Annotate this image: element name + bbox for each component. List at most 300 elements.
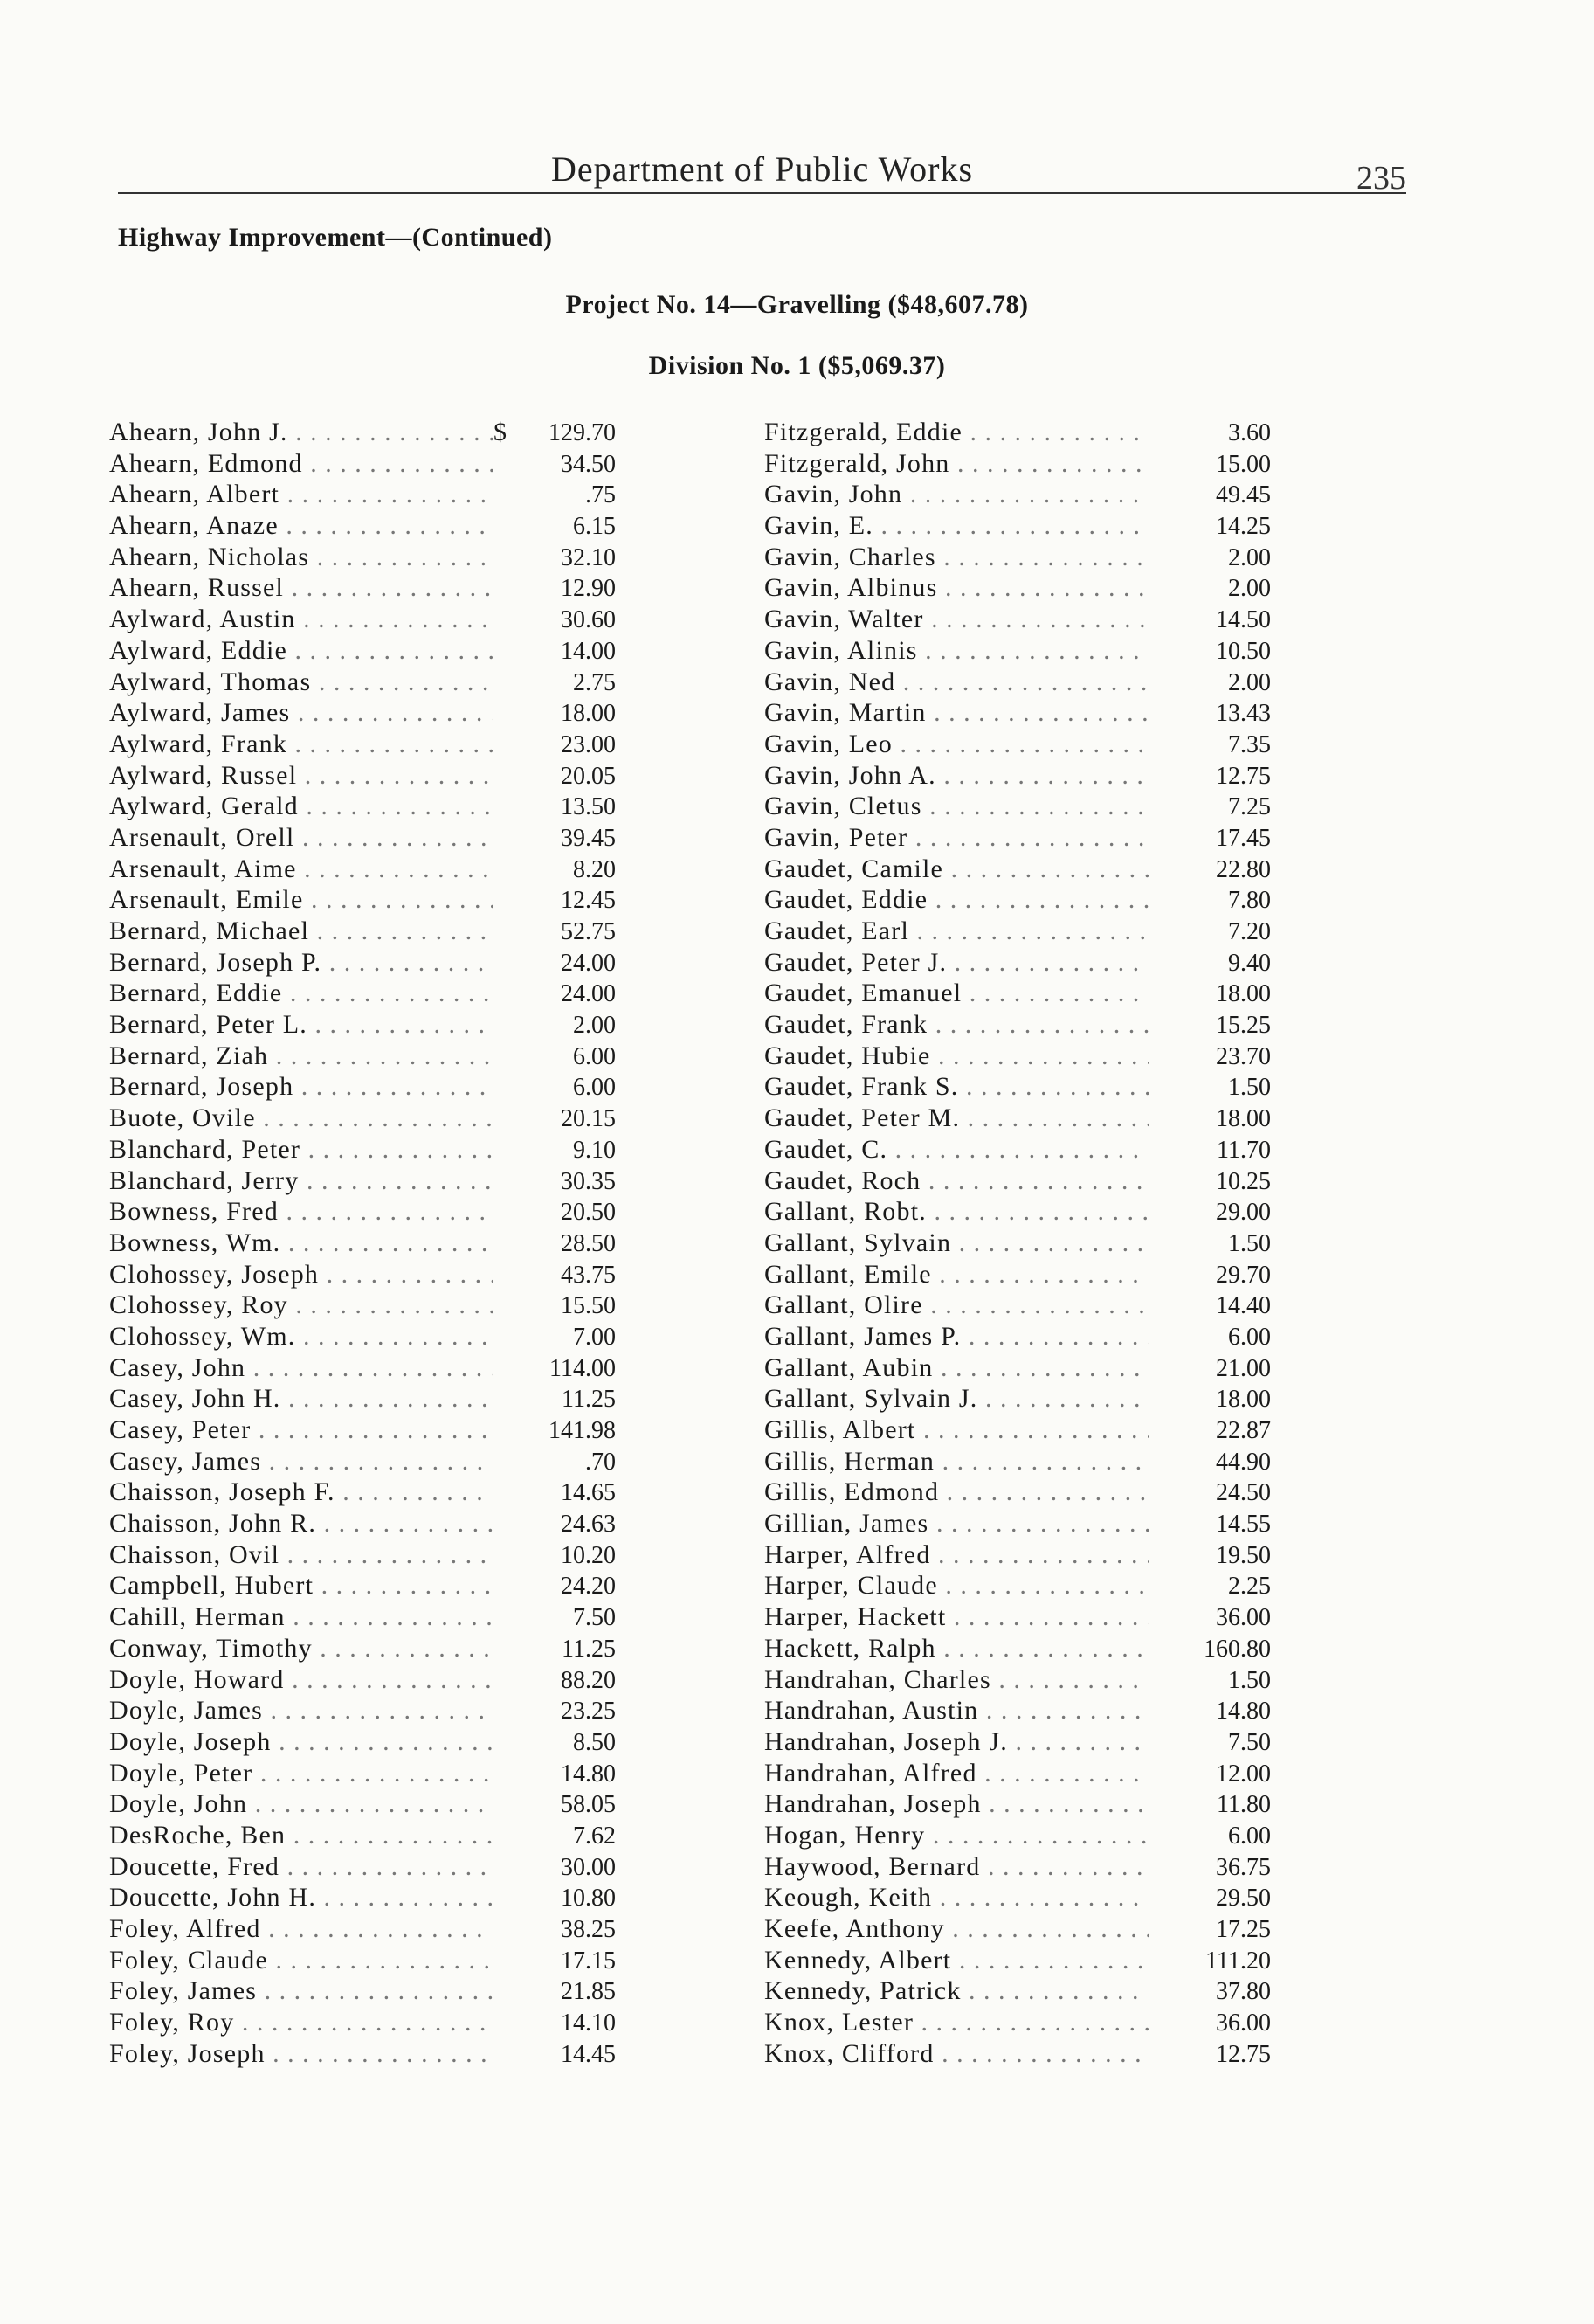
list-item	[764, 1602, 1271, 1634]
payment-amount: 12.75	[1216, 762, 1271, 790]
list-item	[109, 823, 616, 854]
payment-amount: 111.20	[1205, 1947, 1271, 1975]
payment-amount: 8.50	[573, 1728, 616, 1756]
payee-name: Keough, Keith . . .	[764, 1883, 1149, 1912]
payment-amount: 29.70	[1216, 1261, 1271, 1289]
list-item	[109, 1602, 616, 1634]
payee-name: Gallant, Robt. . . .	[764, 1197, 1149, 1227]
payment-amount: 34.50	[561, 450, 616, 478]
payee-name: Harper, Claude . . .	[764, 1571, 1149, 1601]
payee-name: Gillian, James . . .	[764, 1509, 1149, 1539]
payee-name: Bernard, Ziah . . .	[109, 1041, 493, 1071]
payment-amount: 13.50	[561, 793, 616, 821]
left-column-list	[109, 418, 616, 2070]
payment-amount: 39.45	[561, 824, 616, 852]
payment-amount: 3.60	[1228, 419, 1271, 446]
list-item	[109, 698, 616, 730]
list-item	[109, 1322, 616, 1353]
payee-name: Gaudet, Peter M. . . .	[764, 1103, 1149, 1133]
list-item	[764, 948, 1271, 979]
payment-amount: 28.50	[561, 1229, 616, 1257]
list-item	[764, 1789, 1271, 1821]
payee-name: Chaisson, Joseph F. . . .	[109, 1477, 493, 1507]
list-item	[764, 916, 1271, 948]
list-item	[109, 1509, 616, 1540]
payee-name: Casey, Peter . . .	[109, 1415, 493, 1445]
list-item	[764, 1228, 1271, 1260]
payee-name: Ahearn, Nicholas . . .	[109, 543, 493, 572]
list-item	[109, 636, 616, 667]
payment-amount: 58.05	[561, 1791, 616, 1819]
payee-name: Casey, John . . .	[109, 1353, 493, 1383]
payee-name: Gavin, Ned . . .	[764, 667, 1149, 697]
payee-name: Aylward, Frank . . .	[109, 730, 493, 759]
payee-name: Campbell, Hubert . . .	[109, 1571, 493, 1601]
list-item	[764, 885, 1271, 916]
payment-amount: 24.00	[561, 949, 616, 977]
page-title: Department of Public Works	[550, 149, 974, 189]
list-item	[109, 885, 616, 916]
payment-amount: 7.62	[573, 1822, 616, 1850]
payment-amount: 6.15	[573, 513, 616, 541]
list-item	[109, 2039, 616, 2071]
list-item	[109, 1260, 616, 1291]
list-item	[109, 418, 616, 449]
payee-name: Doyle, James . . .	[109, 1696, 493, 1726]
payee-name: Foley, Joseph . . .	[109, 2039, 493, 2069]
payee-name: Handrahan, Joseph J. . . .	[764, 1727, 1149, 1757]
payee-name: Gaudet, Hubie . . .	[764, 1041, 1149, 1071]
payee-name: Gavin, E. . . .	[764, 511, 1149, 541]
payment-amount: 11.25	[562, 1386, 616, 1414]
payment-amount: 12.75	[1216, 2040, 1271, 2068]
payment-amount: 20.05	[561, 762, 616, 790]
payee-name: Kennedy, Patrick . . .	[764, 1976, 1149, 2006]
list-item	[109, 1821, 616, 1852]
list-item	[109, 1010, 616, 1041]
list-item	[764, 823, 1271, 854]
payment-amount: 15.00	[1216, 450, 1271, 478]
payee-name: Bernard, Eddie . . .	[109, 979, 493, 1008]
list-item	[764, 1946, 1271, 1977]
payment-amount: 6.00	[573, 1074, 616, 1102]
payee-name: Gavin, Martin . . .	[764, 698, 1149, 728]
list-item	[764, 1447, 1271, 1478]
list-item	[109, 730, 616, 761]
list-item	[109, 979, 616, 1010]
payment-amount: 17.45	[1216, 824, 1271, 852]
list-item	[764, 1883, 1271, 1914]
payment-amount: 52.75	[561, 918, 616, 945]
list-item	[764, 792, 1271, 823]
list-item	[764, 1103, 1271, 1135]
payee-name: Knox, Lester . . .	[764, 2008, 1149, 2037]
list-item	[109, 948, 616, 979]
payment-amount: 7.00	[573, 1323, 616, 1351]
payee-name: DesRoche, Ben . . .	[109, 1821, 493, 1850]
payment-amount: 2.75	[573, 668, 616, 696]
list-item	[764, 1072, 1271, 1103]
list-item	[109, 1290, 616, 1322]
payment-amount: 30.00	[561, 1853, 616, 1881]
list-item	[764, 979, 1271, 1010]
payee-name: Handrahan, Alfred . . .	[764, 1759, 1149, 1788]
list-item	[109, 1353, 616, 1385]
list-item	[764, 1509, 1271, 1540]
payment-amount: 24.63	[561, 1511, 616, 1539]
payee-name: Harper, Hackett . . .	[764, 1602, 1149, 1632]
payment-amount: 14.10	[561, 2009, 616, 2037]
payment-amount: 44.90	[1216, 1448, 1271, 1476]
list-item	[764, 730, 1271, 761]
payment-amount: 2.25	[1228, 1573, 1271, 1601]
payment-amount: 12.90	[561, 575, 616, 603]
list-item	[764, 1322, 1271, 1353]
payment-amount: 38.25	[561, 1916, 616, 1943]
payment-amount: 43.75	[561, 1261, 616, 1289]
payment-amount: 10.20	[561, 1541, 616, 1569]
list-item	[764, 1353, 1271, 1385]
payment-amount: 6.00	[573, 1042, 616, 1070]
payee-name: Gaudet, Frank S. . . .	[764, 1072, 1149, 1102]
list-item	[109, 1041, 616, 1073]
payment-amount: 88.20	[561, 1666, 616, 1694]
payee-name: Foley, Alfred . . .	[109, 1914, 493, 1944]
payee-name: Kennedy, Albert . . .	[764, 1946, 1149, 1975]
list-item	[764, 2039, 1271, 2071]
payee-name: Aylward, Eddie . . .	[109, 636, 493, 666]
payee-name: Haywood, Bernard . . .	[764, 1852, 1149, 1882]
payee-name: Foley, Claude . . .	[109, 1946, 493, 1975]
list-item	[109, 480, 616, 511]
payee-name: Doucette, John H. . . .	[109, 1883, 493, 1912]
list-item	[764, 854, 1271, 886]
list-item	[109, 1228, 616, 1260]
payee-name: Gallant, Sylvain J. . . .	[764, 1384, 1149, 1414]
payee-name: Knox, Clifford . . .	[764, 2039, 1149, 2069]
list-item	[764, 1696, 1271, 1727]
list-item	[109, 1072, 616, 1103]
payee-name: Aylward, Russel . . .	[109, 761, 493, 791]
list-item	[764, 1290, 1271, 1322]
list-item	[764, 1727, 1271, 1759]
payment-amount: 21.85	[561, 1978, 616, 2006]
list-item	[764, 1540, 1271, 1572]
payment-amount: 18.00	[1216, 1386, 1271, 1414]
list-item	[109, 1852, 616, 1884]
payee-name: Gavin, Cletus . . .	[764, 792, 1149, 821]
list-item	[109, 1135, 616, 1166]
payment-amount: 14.40	[1216, 1292, 1271, 1320]
payment-amount: 11.25	[562, 1635, 616, 1663]
payee-name: Bowness, Fred . . .	[109, 1197, 493, 1227]
payee-name: Gillis, Edmond . . .	[764, 1477, 1149, 1507]
payee-name: Gavin, Leo . . .	[764, 730, 1149, 759]
payment-amount: 15.50	[561, 1292, 616, 1320]
payment-amount: 11.70	[1217, 1136, 1271, 1164]
list-item	[109, 792, 616, 823]
list-item	[764, 449, 1271, 481]
payment-amount: 7.35	[1228, 730, 1271, 758]
list-item	[109, 605, 616, 636]
payee-name: Gavin, Walter . . .	[764, 605, 1149, 634]
list-item	[764, 1852, 1271, 1884]
payee-name: Gallant, Olire . . .	[764, 1290, 1149, 1320]
list-item	[109, 1914, 616, 1946]
list-item	[109, 1415, 616, 1447]
list-item	[109, 1166, 616, 1198]
list-item	[764, 1260, 1271, 1291]
payment-amount: 22.87	[1216, 1417, 1271, 1444]
payment-amount: 18.00	[1216, 980, 1271, 1008]
list-item	[109, 854, 616, 886]
payee-name: Aylward, Austin . . .	[109, 605, 493, 634]
payee-name: Aylward, Thomas . . .	[109, 667, 493, 697]
payee-name: Hackett, Ralph . . .	[764, 1634, 1149, 1663]
payee-name: Hogan, Henry . . .	[764, 1821, 1149, 1850]
payee-name: Gillis, Albert . . .	[764, 1415, 1149, 1445]
list-item	[109, 543, 616, 574]
payee-name: Ahearn, Russel . . .	[109, 573, 493, 603]
project-heading: Project No. 14—Gravelling ($48,607.78)	[565, 290, 1029, 319]
payment-amount: 36.75	[1216, 1853, 1271, 1881]
payment-amount: 141.98	[549, 1417, 616, 1444]
payment-amount: 14.50	[1216, 606, 1271, 634]
payee-name: Gaudet, Emanuel . . .	[764, 979, 1149, 1008]
payment-amount: 1.50	[1228, 1074, 1271, 1102]
list-item	[764, 1197, 1271, 1228]
list-item	[764, 1135, 1271, 1166]
list-item	[764, 573, 1271, 605]
currency-symbol: $	[493, 418, 507, 446]
payment-amount: 23.25	[561, 1698, 616, 1726]
payee-name: Doyle, John . . .	[109, 1789, 493, 1819]
list-item	[764, 1665, 1271, 1697]
payment-amount: 7.80	[1228, 887, 1271, 915]
payment-amount: 1.50	[1228, 1229, 1271, 1257]
payment-amount: 7.20	[1228, 918, 1271, 945]
payee-name: Foley, Roy . . .	[109, 2008, 493, 2037]
list-item	[109, 1197, 616, 1228]
payment-amount: 8.20	[573, 855, 616, 883]
list-item	[764, 1976, 1271, 2008]
list-item	[764, 605, 1271, 636]
payment-amount: 14.25	[1216, 513, 1271, 541]
payee-name: Gallant, Emile . . .	[764, 1260, 1149, 1290]
payment-amount: 13.43	[1216, 700, 1271, 728]
list-item	[109, 761, 616, 792]
payment-amount: 23.00	[561, 730, 616, 758]
payee-name: Ahearn, Anaze . . .	[109, 511, 493, 541]
payee-name: Aylward, James . . .	[109, 698, 493, 728]
payment-amount: 2.00	[1228, 575, 1271, 603]
list-item	[764, 418, 1271, 449]
list-item	[109, 916, 616, 948]
payee-name: Gaudet, Eddie . . .	[764, 885, 1149, 915]
list-item	[109, 1447, 616, 1478]
payee-name: Bernard, Joseph . . .	[109, 1072, 493, 1102]
payee-name: Ahearn, Edmond . . .	[109, 449, 493, 479]
section-heading: Highway Improvement—(Continued)	[118, 223, 553, 252]
payee-name: Doyle, Joseph . . .	[109, 1727, 493, 1757]
payee-name: Gaudet, Frank . . .	[764, 1010, 1149, 1040]
payment-amount: .70	[585, 1448, 616, 1476]
payee-name: Clohossey, Joseph . . .	[109, 1260, 493, 1290]
payment-amount: 32.10	[561, 543, 616, 571]
payment-amount: 114.00	[549, 1354, 616, 1382]
payee-name: Chaisson, John R. . . .	[109, 1509, 493, 1539]
payment-amount: 7.50	[573, 1604, 616, 1632]
list-item	[109, 1571, 616, 1602]
list-item	[109, 1727, 616, 1759]
payment-amount: 2.00	[1228, 668, 1271, 696]
list-item	[764, 1571, 1271, 1602]
page-number: 235	[1356, 160, 1406, 197]
payee-name: Conway, Timothy . . .	[109, 1634, 493, 1663]
payee-name: Gallant, James P. . . .	[764, 1322, 1149, 1352]
list-item	[764, 511, 1271, 543]
payee-name: Gaudet, Peter J. . . .	[764, 948, 1149, 978]
list-item	[764, 2008, 1271, 2039]
payee-name: Doucette, Fred . . .	[109, 1852, 493, 1882]
list-item	[764, 636, 1271, 667]
payment-amount: 7.25	[1228, 793, 1271, 821]
payment-amount: 7.50	[1228, 1728, 1271, 1756]
payment-amount: 10.80	[561, 1885, 616, 1912]
payment-amount: 29.00	[1216, 1199, 1271, 1227]
payee-name: Handrahan, Charles . . .	[764, 1665, 1149, 1695]
payee-name: Doyle, Howard . . .	[109, 1665, 493, 1695]
payee-name: Aylward, Gerald . . .	[109, 792, 493, 821]
payment-amount: 18.00	[561, 700, 616, 728]
list-item	[109, 1696, 616, 1727]
list-item	[109, 573, 616, 605]
payment-amount: 14.55	[1216, 1511, 1271, 1539]
payee-name: Bernard, Peter L. . . .	[109, 1010, 493, 1040]
payment-amount: 30.35	[561, 1167, 616, 1195]
payment-amount: 9.10	[573, 1136, 616, 1164]
payment-amount: 14.80	[1216, 1698, 1271, 1726]
payment-amount: 29.50	[1216, 1885, 1271, 1912]
payment-amount: 2.00	[1228, 543, 1271, 571]
list-item	[764, 543, 1271, 574]
payee-name: Chaisson, Ovil . . .	[109, 1540, 493, 1570]
payee-name: Casey, James . . .	[109, 1447, 493, 1477]
list-item	[109, 1759, 616, 1790]
list-item	[109, 1665, 616, 1697]
payment-amount: 30.60	[561, 606, 616, 634]
payment-amount: 6.00	[1228, 1323, 1271, 1351]
payee-name: Arsenault, Aime . . .	[109, 854, 493, 884]
list-item	[764, 761, 1271, 792]
payee-name: Gavin, Alinis . . .	[764, 636, 1149, 666]
list-item	[109, 667, 616, 699]
payee-name: Fitzgerald, Eddie . . .	[764, 418, 1149, 447]
division-heading: Division No. 1 ($5,069.37)	[648, 351, 946, 380]
payee-name: Foley, James . . .	[109, 1976, 493, 2006]
payee-name: Gallant, Aubin . . .	[764, 1353, 1149, 1383]
payment-amount: 20.50	[561, 1199, 616, 1227]
payment-amount: 12.45	[561, 887, 616, 915]
payment-amount: 10.50	[1216, 637, 1271, 665]
payment-amount: 36.00	[1216, 1604, 1271, 1632]
list-item	[109, 1946, 616, 1977]
payment-amount: 20.15	[561, 1105, 616, 1133]
payee-name: Gavin, Albinus . . .	[764, 573, 1149, 603]
list-item	[109, 1789, 616, 1821]
payee-name: Doyle, Peter . . .	[109, 1759, 493, 1788]
payee-name: Gavin, Peter . . .	[764, 823, 1149, 853]
payment-amount: 24.50	[1216, 1479, 1271, 1507]
payment-amount: 9.40	[1228, 949, 1271, 977]
payment-amount: 21.00	[1216, 1354, 1271, 1382]
payee-name: Bowness, Wm. . . .	[109, 1228, 493, 1258]
payee-name: Keefe, Anthony . . .	[764, 1914, 1149, 1944]
payee-name: Gavin, John A. . . .	[764, 761, 1149, 791]
payment-amount: 19.50	[1216, 1541, 1271, 1569]
payment-amount: 6.00	[1228, 1822, 1271, 1850]
list-item	[109, 2008, 616, 2039]
list-item	[109, 1883, 616, 1914]
payee-name: Fitzgerald, John . . .	[764, 449, 1149, 479]
list-item	[109, 1540, 616, 1572]
payment-amount: 17.25	[1216, 1916, 1271, 1943]
payment-amount: 160.80	[1204, 1635, 1271, 1663]
payment-amount: 1.50	[1228, 1666, 1271, 1694]
list-item	[764, 1415, 1271, 1447]
payment-amount: 14.80	[561, 1760, 616, 1788]
payee-name: Cahill, Herman . . .	[109, 1602, 493, 1632]
payment-amount: 17.15	[561, 1947, 616, 1975]
list-item	[764, 1914, 1271, 1946]
payee-name: Blanchard, Jerry . . .	[109, 1166, 493, 1196]
payment-amount: 10.25	[1216, 1167, 1271, 1195]
payment-amount: 12.00	[1216, 1760, 1271, 1788]
payment-amount: 24.00	[561, 980, 616, 1008]
list-item	[764, 1041, 1271, 1073]
payment-amount: 37.80	[1216, 1978, 1271, 2006]
list-item	[764, 1477, 1271, 1509]
list-item	[109, 1634, 616, 1665]
payment-amount: 18.00	[1216, 1105, 1271, 1133]
payee-name: Clohossey, Roy . . .	[109, 1290, 493, 1320]
payment-amount: 2.00	[573, 1012, 616, 1040]
list-item	[764, 667, 1271, 699]
payment-amount: 129.70	[549, 419, 616, 446]
list-item	[109, 1384, 616, 1415]
payment-amount: 24.20	[561, 1573, 616, 1601]
payee-name: Gavin, Charles . . .	[764, 543, 1149, 572]
payee-name: Gillis, Herman . . .	[764, 1447, 1149, 1477]
right-column-list	[764, 418, 1271, 2070]
payment-amount: 11.80	[1217, 1791, 1271, 1819]
payee-name: Blanchard, Peter . . .	[109, 1135, 493, 1165]
payee-name: Gaudet, Roch . . .	[764, 1166, 1149, 1196]
payee-name: Handrahan, Austin . . .	[764, 1696, 1149, 1726]
payee-name: Gaudet, Earl . . .	[764, 916, 1149, 946]
payment-amount: 23.70	[1216, 1042, 1271, 1070]
payee-name: Buote, Ovile . . .	[109, 1103, 493, 1133]
payee-name: Arsenault, Orell . . .	[109, 823, 493, 853]
payee-name: Ahearn, John J. . . .	[109, 418, 493, 447]
payee-name: Harper, Alfred . . .	[764, 1540, 1149, 1570]
payment-amount: 14.00	[561, 637, 616, 665]
payment-amount: 14.65	[561, 1479, 616, 1507]
payee-name: Bernard, Michael . . .	[109, 916, 493, 946]
list-item	[764, 1166, 1271, 1198]
payee-name: Ahearn, Albert . . .	[109, 480, 493, 509]
payee-name: Gaudet, C. . . .	[764, 1135, 1149, 1165]
